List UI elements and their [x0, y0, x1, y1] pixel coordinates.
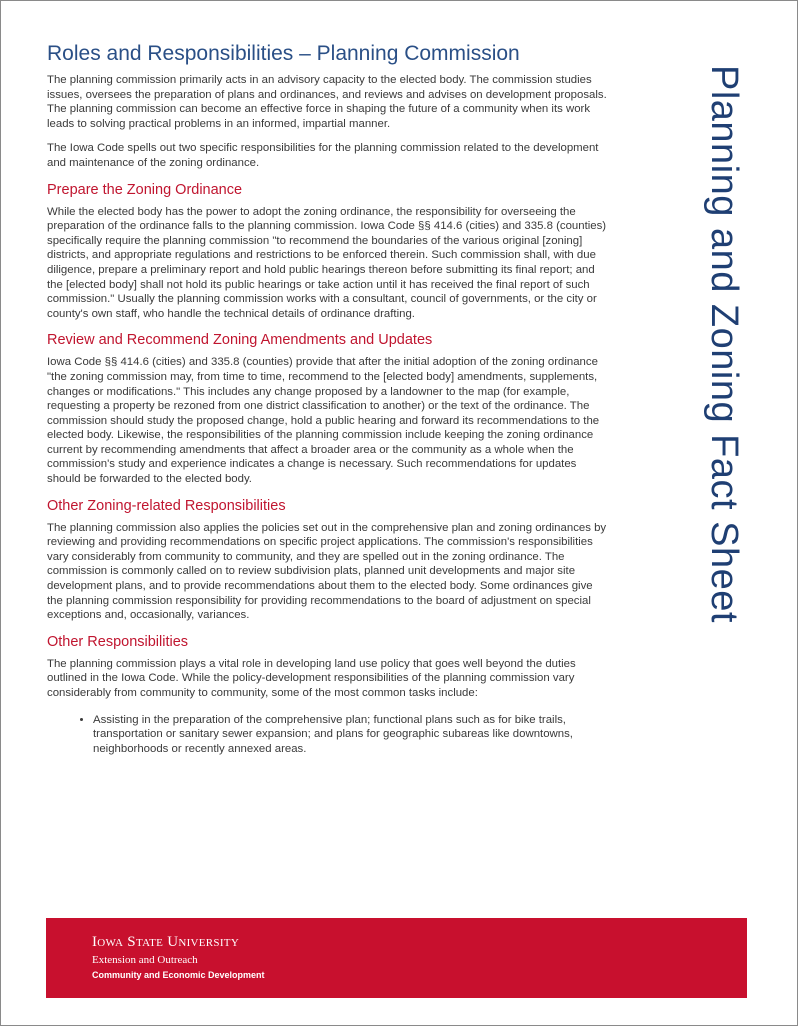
page-title: Roles and Responsibilities – Planning Commission — [47, 42, 520, 65]
intro-paragraph: The planning commission primarily acts in an advisory capacity to the elected body. The commission studies issues, oversees the preparation of plans and ordinances, and reviews and advises on development proposals. The planning commission can become an effective force in shaping the future of a community when its work leads to solving practical problems in an informed, impartial manner. — [47, 74, 607, 130]
section-body: While the elected body has the power to adopt the zoning ordinance, the responsibility for overseeing the preparation of the ordinance falls to the planning commission. Iowa Code §§ 414.6 (cities) and 335.8 (counties) specifically require the planning commission "to recommend the boundaries of the various original [zoning] districts, and appropriate regulations and restrictions to be enforced therein. Such commission shall, with due diligence, prepare a preliminary report and hold public hearings thereon before submitting its final report; and the [elected body] shall not hold its public hearings or take action until it has received the final report of such commission." Usually the planning commission works with a consultant, council of governments, or the city or county's own staff, who handle the technical details of ordinance drafting. — [47, 205, 607, 320]
intro-paragraph: The Iowa Code spells out two specific responsibilities for the planning commission related to the development and maintenance of the zoning ordinance. — [47, 142, 599, 169]
extension-label: Extension and Outreach — [92, 954, 198, 966]
section-heading-other-zoning-responsibilities: Other Zoning-related Responsibilities — [47, 497, 286, 514]
section-heading-review-amendments: Review and Recommend Zoning Amendments and Updates — [47, 332, 433, 349]
section-body: The planning commission also applies the policies set out in the comprehensive plan and zoning ordinances by reviewing and providing recommendations on specific project applications. The commission's responsibilities vary considerably from community to community, and they are spelled out in the zoning ordinance. The commission is commonly called on to review subdivision plats, planned unit developments and major site development plans, and to provide recommendations about them to the elected body. Some ordinances give the planning commission responsibility for providing recommendations to the board of adjustment on special exceptions and, occasionally, variances. — [47, 521, 607, 622]
section-body: Iowa Code §§ 414.6 (cities) and 335.8 (counties) provide that after the initial adoption of the zoning ordinance "the zoning commission may, from time to time, recommend to the [elected body] amendments, supplements, changes or modifications." This includes any change proposed by a landowner to the map (for example, requesting a property be rezoned from one district classification to another) or the text of the ordinance. The commission should study the proposed change, hold a public hearing and forward its recommendations to the elected body. Likewise, the responsibilities of the planning commission include keeping the zoning ordinance current by recommending amendments that affect a broader area or the community as a whole when the commission's study and experience indicates a change is necessary. Such recommendations for updates should be forwarded to the elected body. — [47, 356, 600, 486]
main-content — [47, 41, 609, 756]
side-title-container — [656, 65, 766, 745]
footer-banner — [46, 918, 747, 998]
section-heading-other-responsibilities: Other Responsibilities — [47, 633, 189, 650]
university-logo-text: Iowa State University — [92, 934, 240, 950]
unit-label: Community and Economic Development — [92, 970, 265, 980]
section-heading-prepare-zoning-ordinance: Prepare the Zoning Ordinance — [47, 181, 243, 198]
bullet-list — [47, 713, 609, 757]
list-item: • Assisting in the preparation of the comprehensive plan; functional plans such as for bike trails, transportation or sanitary sewer expansion; and plans for geographic subareas like downtowns, neighborhoods or recently annexed areas. — [93, 713, 609, 757]
section-body: The planning commission plays a vital role in developing land use policy that goes well beyond the duties outlined in the Iowa Code. While the policy-development responsibilities of the planning commission vary considerably from community to community, some of the most common tasks include: — [47, 657, 576, 699]
side-title: Planning and Zoning Fact Sheet — [703, 65, 745, 623]
